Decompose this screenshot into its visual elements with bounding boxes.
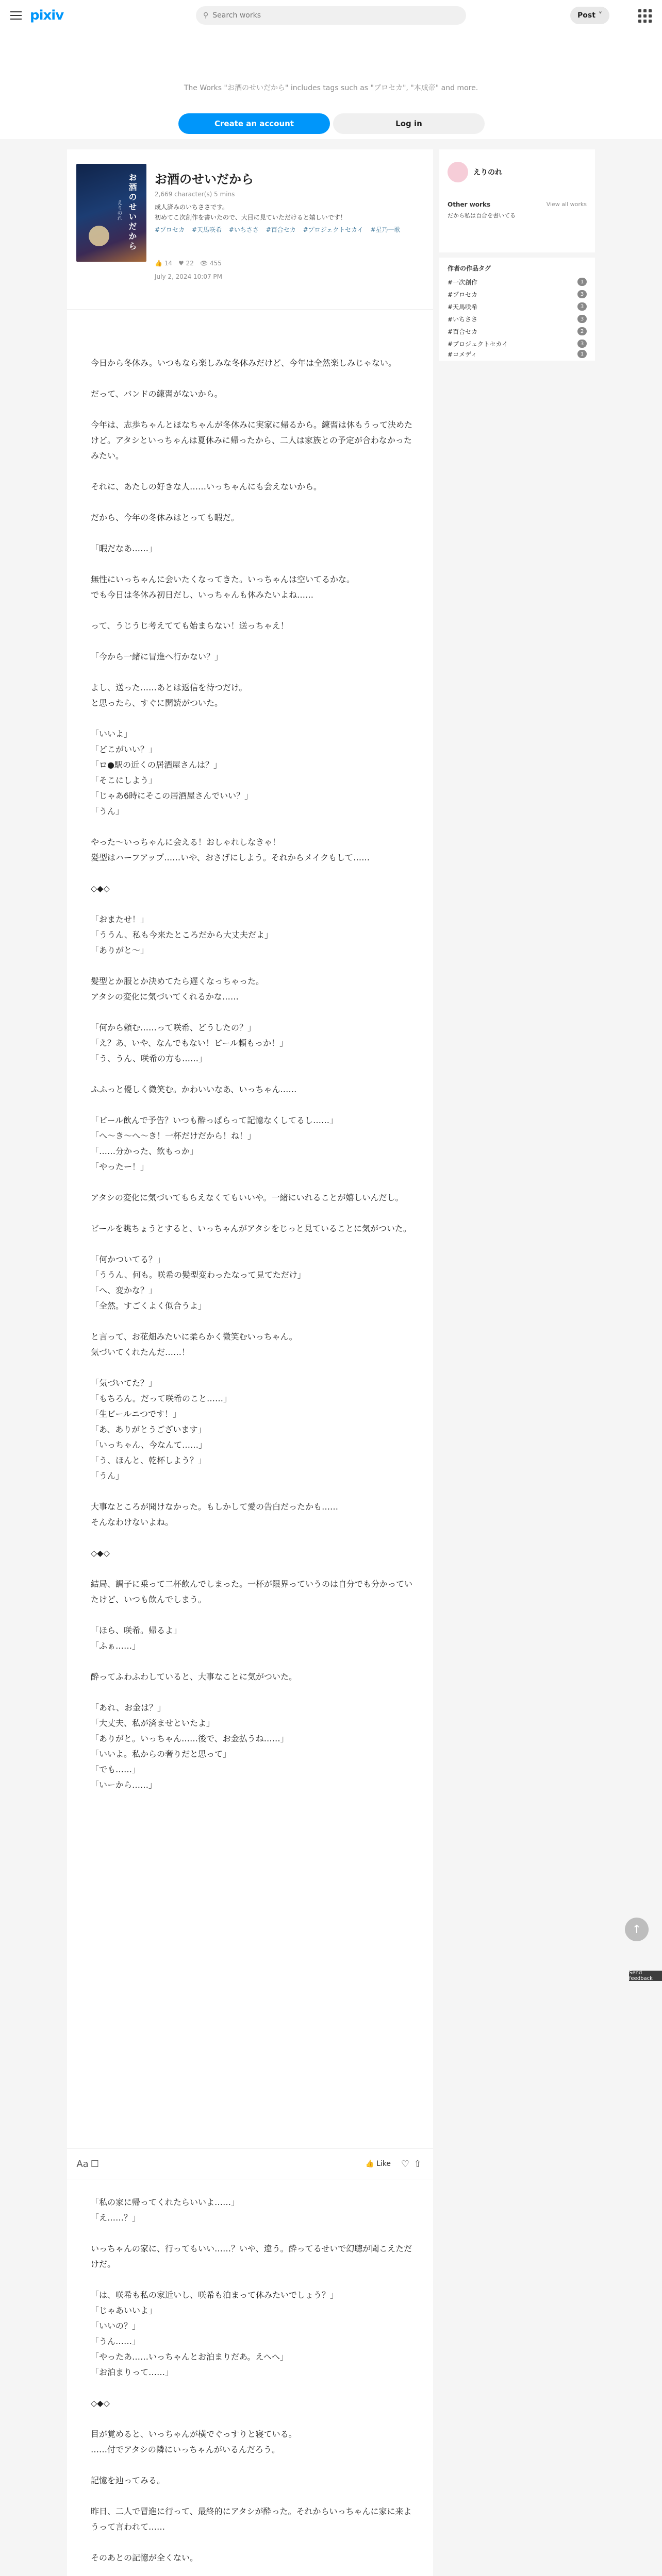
tag-link[interactable]: #天馬咲希 (191, 226, 222, 233)
paragraph: 昨日、二人で冒進に行って、最終的にアタシが酔った。それからいっちゃんに家に来ようって言われて…… (91, 2506, 412, 2532)
paragraph: 「おまたせ！」 「ううん、私も今来たところだから大丈夫だよ」 「ありがと～」 (91, 914, 273, 955)
paragraph: と言って、お花畑みたいに柔らかく微笑むいっちゃん。 気づいてくれたんだ……！ (91, 1332, 297, 1357)
menu-icon[interactable] (10, 11, 22, 20)
search-input[interactable] (212, 11, 439, 20)
paragraph: 「あれ、お金は？」 「大丈夫、私が済ませといたよ」 「ありがと。いっちゃん……後で、お金払うね……」 「いいよ。私からの奢りだと思って」 「でも……」 「いーから……」 (91, 1703, 289, 1790)
paragraph: 目が覚めると、いっちゃんが横でぐっすりと寝ている。 ……付でアタシの隣にいっちゃんがいるんだろう。 (91, 2429, 297, 2454)
view-count: 👁 455 (200, 260, 222, 267)
share-icon[interactable]: ⇧ (413, 2158, 422, 2170)
paragraph: それに、あたしの好きな人……いっちゃんにも会えないから。 (91, 482, 322, 492)
banner-text: The Works "お酒のせいだから" includes tags such as "プロセカ", "本成帝" and more. (184, 84, 478, 92)
work-meta: 2,669 character(s) 5 mins (155, 191, 235, 198)
other-works-heading: Other works (448, 201, 491, 208)
paragraph: ビールを眺ちょうとすると、いっちゃんがアタシをじっと見ていることに気がついた。 (91, 1224, 411, 1233)
apps-grid-icon[interactable] (637, 8, 652, 23)
section-break: ◇◆◇ (91, 1548, 110, 1558)
paragraph: 「暇だなあ……」 (91, 544, 157, 553)
like-count: 👍 14 (155, 260, 173, 267)
paragraph: って、うじうじ考えてても始まらない！送っちゃえ！ (91, 621, 289, 631)
tag-link[interactable]: #いちささ (228, 226, 259, 233)
paragraph: アタシの変化に気づいてもらえなくてもいいや。一緒にいれることが嬉しいんだし。 (91, 1193, 404, 1202)
paragraph: 「は、咲希も私の家近いし、咲希も泊まって休みたいでしょう？」 「じゃあいいよ」 「いいの？」 「うん……」 「やったあ……いっちゃんとお泊まりだあ。えへへ」 「お泊まりって……」 (91, 2290, 339, 2377)
paragraph: だって、バンドの練習がないから。 (91, 389, 223, 399)
sidebar-tags (439, 258, 595, 361)
paragraph: 「いいよ」 「どこがいい？」 「ロ●駅の近くの居酒屋さんは？」 「そこにしよう」 「じゃあ6時にそこの居酒屋さんでいい？」 「うん」 (91, 729, 253, 816)
cover-moon-art (89, 226, 109, 246)
search-bar[interactable] (196, 6, 466, 25)
tag-link[interactable]: #プロジェクトセカイ (303, 226, 363, 233)
section-break: ◇◆◇ (91, 2398, 110, 2408)
sidebar-tag-item[interactable]: #プロジェクトセカイ 3 (448, 338, 587, 349)
paragraph: 今日から冬休み。いつもなら楽しみな冬休みだけど、今年は全然楽しみじゃない。 (91, 358, 396, 368)
heart-icon[interactable]: ♡ (401, 2158, 410, 2170)
paragraph: いっちゃんの家に、行ってもいい……？いや、違う。酔ってるせいで幻聴が聞こえただけだ。 (91, 2244, 412, 2269)
search-icon: ⚲ (203, 11, 209, 20)
paragraph: 酔ってふわふわしていると、大事なことに気がついた。 (91, 1672, 297, 1682)
tags-heading: 作者の作品タグ (448, 265, 491, 272)
like-button[interactable]: 👍 Like (365, 2160, 391, 2168)
caption-line: 成人済みのいちささです。 (155, 204, 229, 211)
work-caption (155, 202, 423, 223)
reader-toolbar (67, 2148, 433, 2179)
view-all-works-link[interactable]: View all works (546, 201, 587, 208)
thumbs-up-icon: 👍 (365, 2160, 375, 2168)
sidebar-author-name[interactable]: えりのれ (473, 168, 502, 177)
section-break: ◇◆◇ (91, 884, 110, 893)
paragraph: 無性にいっちゃんに会いたくなってきた。いっちゃんは空いてるかな。 でも今日は冬休み初日だし、いっちゃんも休みたいよね…… (91, 574, 355, 600)
tag-link[interactable]: #プロセカ (155, 226, 185, 233)
sidebar-author-box (439, 149, 595, 196)
login-button[interactable]: Log in (333, 113, 485, 134)
work-tags (155, 225, 428, 235)
send-feedback-button[interactable]: Send feedback (629, 1971, 662, 1981)
pixiv-logo[interactable]: pixiv (30, 8, 64, 23)
paragraph: 大事なところが聞けなかった。もしかして愛の告白だったかも…… そんなわけないよね。 (91, 1502, 339, 1527)
paragraph: 髪型とか服とか決めてたら遅くなっちゃった。 アタシの変化に気づいてくれるかな…… (91, 976, 264, 1002)
paragraph: 「私の家に帰ってくれたらいいよ……」 「え……？」 (91, 2197, 240, 2223)
novel-body (91, 355, 413, 1808)
caption-line: 初めてこ次創作を書いたので、大目に見ていただけると嬉しいです！ (155, 214, 346, 221)
paragraph: 「気づいてた？」 「もちろん。だって咲希のこと……」 「生ビールニつです！」 「あ、ありがとうございます」 「いっちゃん、今なんて……」 「う、ほんと、乾杯しよう？」 「うん」 (91, 1378, 231, 1481)
heart-count: ♥ 22 (178, 260, 194, 267)
sidebar-author-avatar[interactable] (448, 162, 468, 182)
create-account-button[interactable]: Create an account (178, 113, 330, 134)
work-title: お酒のせいだから (155, 172, 254, 187)
tag-link[interactable]: #星乃一歌 (370, 226, 401, 233)
tag-link[interactable]: #百合セカ (266, 226, 296, 233)
paragraph: 今年は、志歩ちゃんとほなちゃんが冬休みに実家に帰るから。練習は休もうって決めたけど。アタシといっちゃんは夏休みに帰ったから、二人は家族との予定が合わなかったみたい。 (91, 420, 413, 461)
cover-author: えりのれ (116, 200, 122, 221)
other-work-title[interactable]: だから私は百合を書いてる (448, 212, 516, 219)
paragraph: 「何から頼む……って咲希、どうしたの？」 「え？あ、いや、なんでもない！ビール頼もっか！」 「う、うん、咲希の方も……」 (91, 1023, 288, 1063)
paragraph: 「今から一緒に冒進へ行かない？」 (91, 652, 223, 662)
sidebar-tag-item[interactable]: #天馬咲希 3 (448, 301, 587, 312)
bookmark-icon[interactable]: ☐ (90, 2158, 100, 2170)
paragraph: 「何かついてる？」 「ううん、何も。咲希の髪型変わったなって見てただけ」 「へ、変かな？」 「全然。すごくよく似合うよ」 (91, 1255, 306, 1311)
paragraph: やった～いっちゃんに会える！おしゃれしなきゃ！ 髪型はハーフアップ……いや、おさげにしよう。それからメイクもして…… (91, 837, 370, 862)
paragraph: 「ほら、咲希。帰るよ」 「ふぁ……」 (91, 1625, 182, 1651)
paragraph: 記憶を辿ってみる。 (91, 2476, 166, 2485)
novel-panel (67, 149, 433, 2576)
paragraph: ふふっと優しく微笑む。かわいいなあ、いっちゃん…… (91, 1084, 297, 1094)
sidebar-tag-item[interactable]: #コメディ 1 (448, 348, 587, 360)
paragraph: 「ビール飲んで予告？いつも酔っぱらって記憶なくしてるし……」 「へ～き～へ～き！一杯だけだから！ね！」 「……分かった、飲もっか」 「やったー！」 (91, 1115, 338, 1172)
font-size-button[interactable]: Aa (76, 2158, 89, 2170)
sidebar-tag-item[interactable]: #いちささ 3 (448, 313, 587, 325)
sidebar-tag-item[interactable]: #プロセカ 3 (448, 289, 587, 300)
scroll-to-top-button[interactable] (625, 1918, 649, 1941)
chevron-down-icon: ˅ (598, 11, 602, 20)
divider (67, 309, 433, 310)
arrow-up-icon: ↑ (632, 1923, 642, 1936)
work-date: July 2, 2024 10:07 PM (155, 273, 222, 280)
paragraph: だから、今年の冬休みはとっても暇だ。 (91, 513, 239, 522)
paragraph: そのあとの記憶が全くない。 (91, 2553, 198, 2563)
post-button[interactable]: Post ˅ (570, 7, 609, 24)
paragraph: 結局、調子に乗って二杯飲んでしまった。一杯が限界っていうのは自分でも分かっていたけど、いつも飲んでしまう。 (91, 1579, 413, 1604)
cover-title: お酒のせいだから (127, 173, 137, 251)
novel-cover[interactable] (76, 164, 146, 262)
sidebar-tag-item[interactable]: #一次創作 1 (448, 276, 587, 287)
novel-body-continued (91, 2195, 413, 2576)
signup-banner (0, 31, 662, 139)
work-stats (155, 260, 222, 267)
sidebar-tag-item[interactable]: #百合セカ 2 (448, 326, 587, 337)
sidebar-other-works (439, 196, 595, 252)
paragraph: よし、送った……あとは返信を待つだけ。 と思ったら、すぐに開読がついた。 (91, 683, 247, 708)
